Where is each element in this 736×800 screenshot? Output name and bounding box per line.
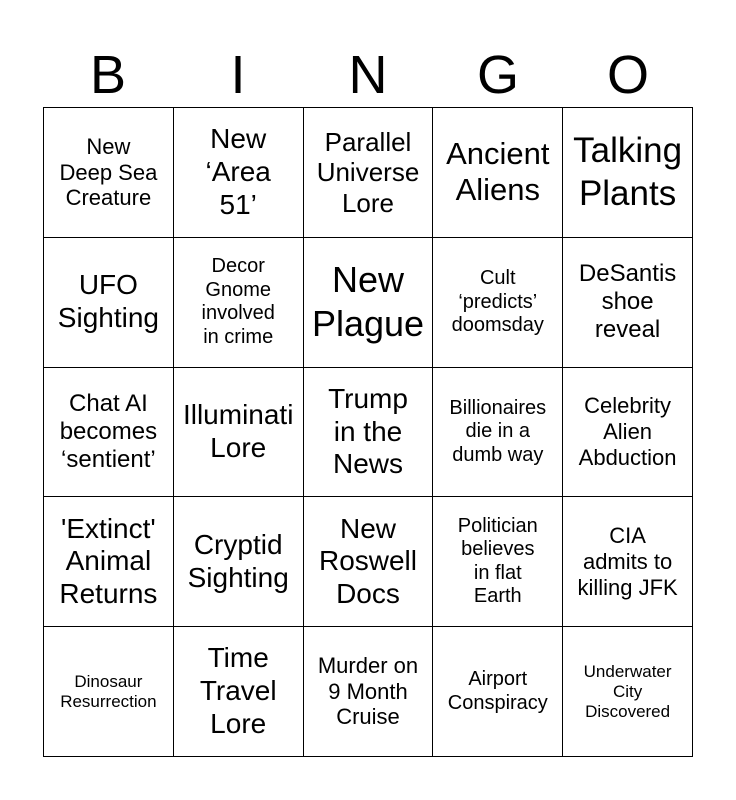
bingo-cell[interactable]: New Plague [304, 238, 434, 368]
bingo-cell[interactable]: Time Travel Lore [174, 627, 304, 757]
bingo-cell[interactable]: Cryptid Sighting [174, 497, 304, 627]
bingo-cell[interactable]: Talking Plants [563, 108, 693, 238]
bingo-cell[interactable]: Airport Conspiracy [433, 627, 563, 757]
bingo-cell[interactable]: Illuminati Lore [174, 368, 304, 498]
header-letter-i: I [230, 45, 246, 105]
bingo-board [43, 107, 693, 757]
bingo-cell[interactable]: Billionaires die in a dumb way [433, 368, 563, 498]
bingo-cell[interactable]: Cult ‘predicts’ doomsday [433, 238, 563, 368]
bingo-cell[interactable]: New Deep Sea Creature [44, 108, 174, 238]
bingo-cell[interactable]: Parallel Universe Lore [304, 108, 434, 238]
header-letter-n: N [348, 45, 388, 105]
bingo-header [43, 44, 693, 106]
bingo-cell[interactable]: Chat AI becomes ‘sentient’ [44, 368, 174, 498]
header-letter-b: B [89, 45, 127, 105]
bingo-cell[interactable]: New Roswell Docs [304, 497, 434, 627]
header-letter-g: G [476, 45, 519, 105]
bingo-cell[interactable]: DeSantis shoe reveal [563, 238, 693, 368]
bingo-cell[interactable]: UFO Sighting [44, 238, 174, 368]
bingo-cell[interactable]: Politician believes in flat Earth [433, 497, 563, 627]
bingo-cell[interactable]: Dinosaur Resurrection [44, 627, 174, 757]
bingo-cell[interactable]: Decor Gnome involved in crime [174, 238, 304, 368]
bingo-cell[interactable]: New ‘Area 51’ [174, 108, 304, 238]
bingo-cell[interactable]: Trump in the News [304, 368, 434, 498]
bingo-cell[interactable]: Ancient Aliens [433, 108, 563, 238]
bingo-cell[interactable]: CIA admits to killing JFK [563, 497, 693, 627]
bingo-cell[interactable]: 'Extinct' Animal Returns [44, 497, 174, 627]
bingo-cell[interactable]: Underwater City Discovered [563, 627, 693, 757]
header-letter-o: O [606, 45, 649, 105]
bingo-cell[interactable]: Celebrity Alien Abduction [563, 368, 693, 498]
bingo-cell[interactable]: Murder on 9 Month Cruise [304, 627, 434, 757]
